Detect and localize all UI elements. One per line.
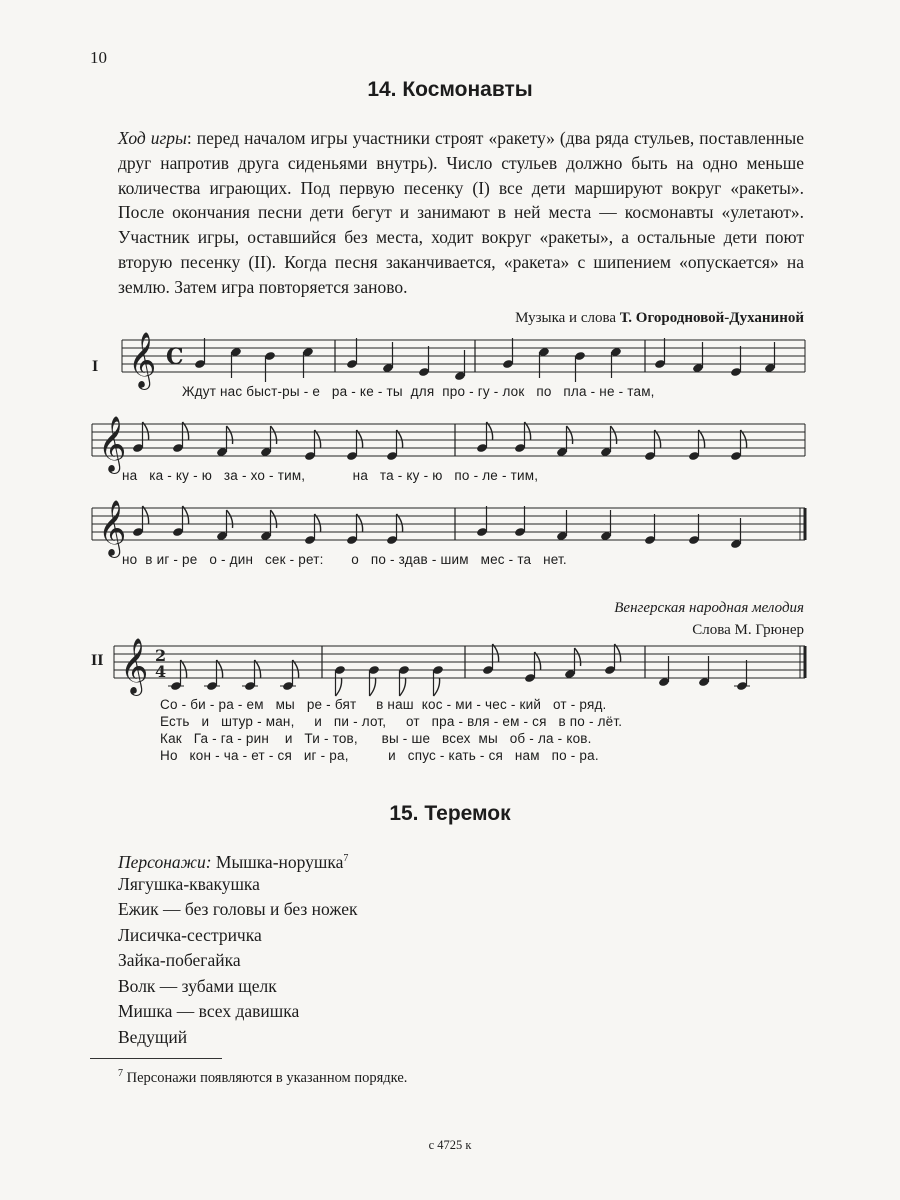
treble-clef: 𝄞 [98, 416, 127, 472]
note-flag [525, 422, 531, 440]
song2-number: II [91, 652, 104, 669]
cast-item [118, 846, 357, 872]
note-flag [535, 652, 541, 670]
time-signature-top: 2 [155, 646, 167, 665]
note-flag [315, 514, 321, 532]
note-flag [615, 644, 621, 662]
cast-item: Мишка — всех давишка [118, 1001, 300, 1021]
song2-words-credit: Слова М. Грюнер [692, 622, 804, 638]
note-flag [611, 426, 617, 444]
cast-item: Лисичка-сестричка [118, 924, 262, 945]
note-flag [271, 510, 277, 528]
note-flag [655, 430, 661, 448]
treble-clef: 𝄞 [120, 638, 149, 694]
note-flag [315, 430, 321, 448]
note-flag [255, 660, 261, 678]
section-title-cosmonauts: 14. Космонавты [367, 78, 533, 101]
note-flag [397, 430, 403, 448]
note-flag [487, 422, 493, 440]
page-code: с 4725 к [428, 1138, 472, 1152]
note-flag [293, 660, 299, 678]
note-flag [370, 678, 376, 696]
note-flag [227, 426, 233, 444]
treble-clef: 𝄞 [128, 332, 157, 388]
note-flag [183, 506, 189, 524]
note-flag [741, 430, 747, 448]
cast-label: Персонажи: [118, 851, 212, 872]
note-flag [181, 660, 187, 678]
note-flag [699, 430, 705, 448]
note-flag [493, 644, 499, 662]
cast-item: Ежик — без головы и без ножек [118, 899, 358, 919]
song1-lyric-line-2: на ка - ку - ю за - хо - тим, на та - ку - ю по - ле - тим, [122, 468, 539, 483]
note-flag [434, 678, 440, 696]
cast-item: Лягушка-квакушка [118, 873, 260, 894]
song2-music-credit: Венгерская народная мелодия [614, 600, 804, 616]
note-flag [183, 422, 189, 440]
note-flag [567, 426, 573, 444]
song2-verse-3: Как Га - га - рин и Ти - тов, вы - ше всех мы об - ла - ков. [160, 731, 592, 746]
time-signature-bottom: 4 [155, 662, 167, 681]
note-flag [227, 510, 233, 528]
note-flag [143, 506, 149, 524]
footnote-divider [90, 1058, 222, 1059]
footnote-mark: 7 [343, 853, 349, 864]
footnote-text: Персонажи появляются в указанном порядке. [126, 1069, 408, 1086]
song1-credit-prefix: Музыка и слова [515, 310, 617, 326]
note-flag [143, 422, 149, 440]
note-flag [217, 660, 223, 678]
note-flag [336, 678, 342, 696]
song1-composer: Т. Огородновой-Духаниной [619, 310, 804, 326]
cast-item: Ведущий [118, 1026, 188, 1047]
footnote-number: 7 [118, 1068, 123, 1079]
cast-list [118, 846, 357, 1050]
note-flag [575, 648, 581, 666]
treble-clef: 𝄞 [98, 500, 127, 556]
cast-item: Зайка-побегайка [118, 950, 241, 970]
page-number: 10 [90, 48, 107, 67]
common-time-sign: C [166, 344, 184, 370]
cast-item-text: Мышка-норушка [215, 851, 344, 872]
rules-label: Ход игры [118, 128, 187, 148]
note-flag [357, 514, 363, 532]
song1-lyric-line-3: но в иг - ре о - дин сек - рет: о по - здав - шим мес - та нет. [122, 552, 567, 567]
note-flag [397, 514, 403, 532]
song1-number: I [92, 358, 99, 375]
note-flag [271, 426, 277, 444]
song2-verse-4: Но кон - ча - ет - ся иг - ра, и спус - кать - ся нам по - ра. [160, 748, 599, 763]
song2-verse-2: Есть и штур - ман, и пи - лот, от пра - вля - ем - ся в по - лёт. [160, 714, 623, 729]
footnote [118, 1068, 407, 1087]
note-flag [357, 430, 363, 448]
song1-lyric-line-1: Ждут нас быст-ры - е ра - ке - ты для про - гу - лок по пла - не - там, [182, 384, 655, 399]
song2-verse-1: Со - би - ра - ем мы ре - бят в наш кос - ми - чес - кий от - ряд. [160, 697, 607, 712]
section-title-teremok: 15. Теремок [389, 802, 511, 825]
note-flag [400, 678, 406, 696]
cast-item: Волк — зубами щелк [118, 975, 277, 996]
rules-text: : перед началом игры участники строят «ракету» (два ряда стульев, поставленные друг напротив друга сиденьями внутрь). Число стульев должно быть на одно меньше количества играющих. Под первую песенку (I) все дети маршируют вокруг «ракеты». После окончания песни дети бегут и занимают в ней места — космонавты «улетают». Участник игры, оставшийся без места, ходит вокруг «ракеты», а остальные дети поют вторую песенку (II). Когда песня заканчивается, «ракета» с шипением «опускается» на землю. Затем игра повторяется заново. [118, 128, 805, 297]
